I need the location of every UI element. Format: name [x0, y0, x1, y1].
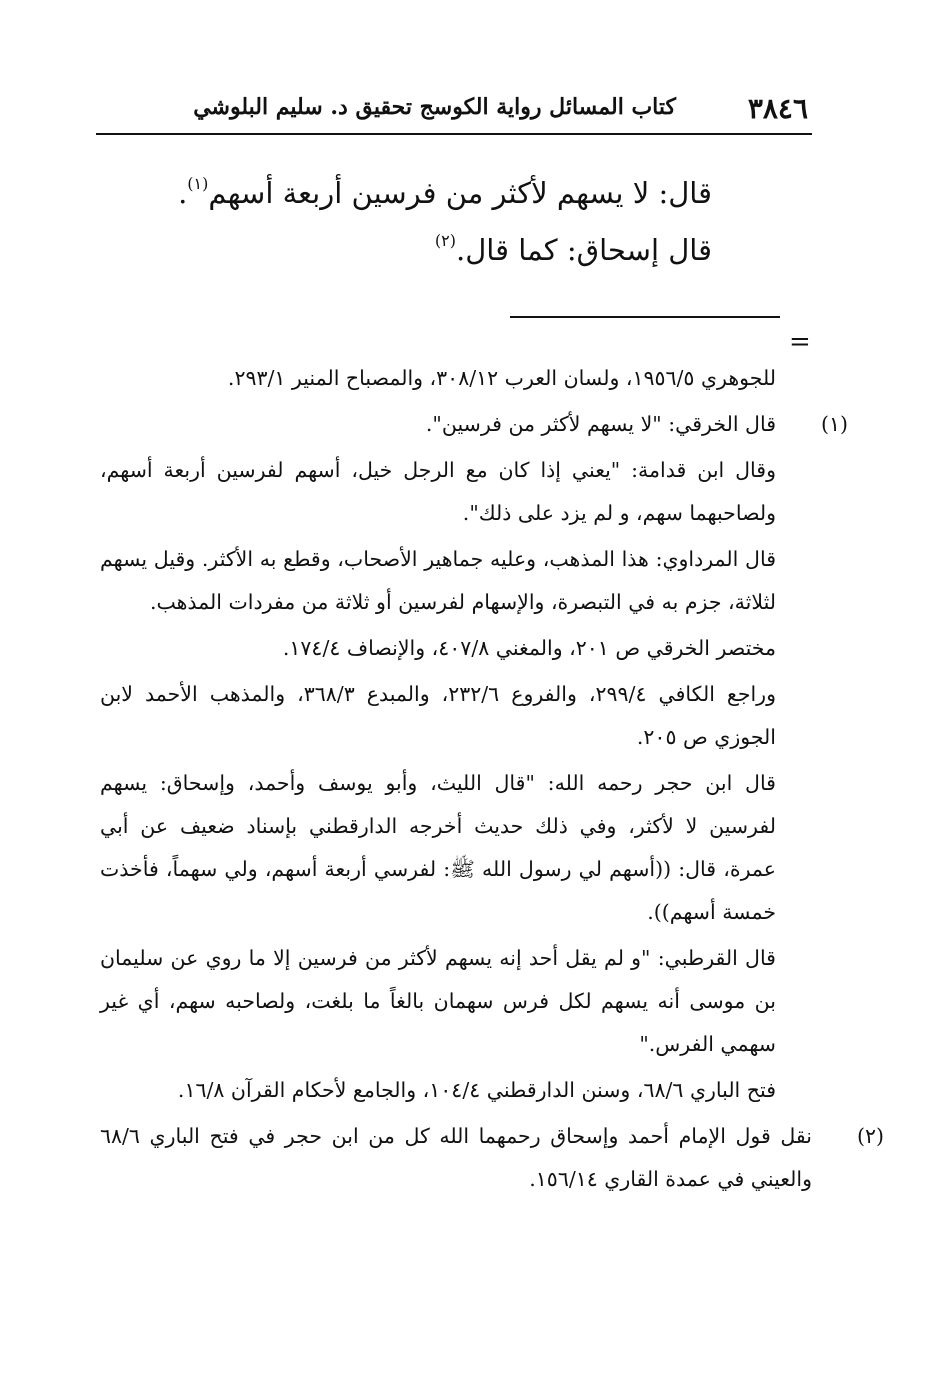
- main-text: [178, 165, 712, 279]
- main-line-1-text: قال: لا يسهم لأكثر من فرسين أربعة أسهم: [208, 176, 712, 210]
- running-title: كتاب المسائل رواية الكوسج تحقيق د. سليم البلوشي: [193, 94, 676, 120]
- footnote-ref-2: (٢): [434, 231, 456, 250]
- footnote-1-p2: وقال ابن قدامة: "يعني إذا كان مع الرجل خيل، أسهم لفرسين أربعة أسهم، ولصاحبهما سهم، و لم يزد على ذلك".: [100, 458, 776, 525]
- footnote-2-number: (٢): [856, 1124, 884, 1148]
- main-line-1-end: .: [178, 176, 188, 210]
- footnote-2: [100, 1115, 884, 1201]
- footnote-2-text: نقل قول الإمام أحمد وإسحاق رحمهما الله كل من ابن حجر في فتح الباري ٦٨/٦ والعيني في عمدة القاري ١٥٦/١٤.: [100, 1124, 812, 1191]
- footnote-separator: [510, 316, 780, 318]
- footnote-1-p8: فتح الباري ٦٨/٦، وسنن الدارقطني ١٠٤/٤، والجامع لأحكام القرآن ١٦/٨.: [177, 1078, 776, 1102]
- footnote-continued: للجوهري ١٩٥٦/٥، ولسان العرب ٣٠٨/١٢، والمصباح المنير ٢٩٣/١.: [227, 366, 776, 390]
- footnote-1-p5: وراجع الكافي ٢٩٩/٤، والفروع ٢٣٢/٦، والمبدع ٣٦٨/٣، والمذهب الأحمد لابن الجوزي ص ٢٠٥.: [100, 682, 776, 749]
- main-line-1: [178, 165, 712, 222]
- footnote-1-first: [100, 403, 848, 446]
- header-rule: [96, 133, 812, 135]
- footnote-ref-1: (١): [187, 174, 209, 193]
- page-number: ٣٨٤٦: [747, 92, 808, 125]
- main-line-2-text: قال إسحاق: كما قال.: [455, 233, 712, 267]
- footnote-1-number: (١): [820, 412, 848, 436]
- footnotes: [100, 357, 884, 1204]
- footnote-1-p1: قال الخرقي: "لا يسهم لأكثر من فرسين".: [425, 412, 776, 436]
- page-header: [96, 88, 812, 132]
- continuation-mark: =: [789, 327, 811, 357]
- footnote-1-p7: قال القرطبي: "و لم يقل أحد إنه يسهم لأكثر من فرسين إلا ما روي عن سليمان بن موسى أنه يسهم لكل فرس سهمان بالغاً ما بلغت، ولصاحبه سهم، أي غير سهمي الفرس.": [100, 946, 776, 1056]
- footnote-1-p6: قال ابن حجر رحمه الله: "قال الليث، وأبو يوسف وأحمد، وإسحاق: يسهم لفرسين لا لأكثر، وفي ذلك حديث أخرجه الدارقطني بإسناد ضعيف عن أبي عمرة، قال: ((أسهم لي رسول الله ﷺ: لفرسي أربعة أسهم، ولي سهماً، فأخذت خمسة أسهم)).: [100, 771, 776, 924]
- footnote-1-p3: قال المرداوي: هذا المذهب، وعليه جماهير الأصحاب، وقطع به الأكثر. وقيل يسهم لثلاثة، جزم به في التبصرة، والإسهام لفرسين أو ثلاثة من مفردات المذهب.: [100, 547, 776, 614]
- footnote-1-p4: مختصر الخرقي ص ٢٠١، والمغني ٤٠٧/٨، والإنصاف ١٧٤/٤.: [282, 636, 776, 660]
- main-line-2: [200, 222, 712, 279]
